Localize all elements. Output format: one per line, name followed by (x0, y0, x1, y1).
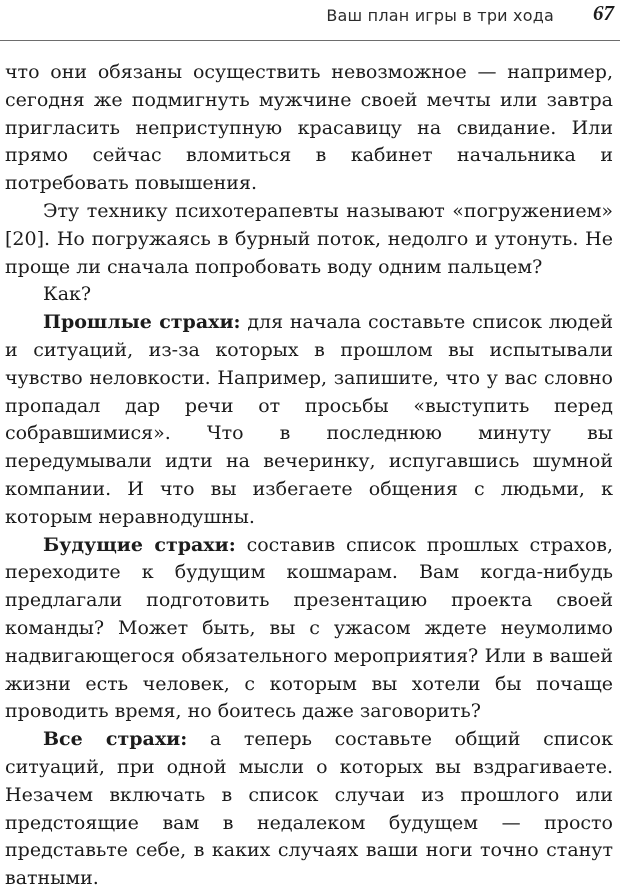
paragraph-immersion-technique (5, 198, 613, 281)
page-number: 67 (593, 1, 614, 25)
paragraph-text: что они обязаны осуществить невозможное — например, сегодня же подмигнуть мужчине своей мечты или завтра пригласить неприступную красавицу на свидание. Или прямо сейчас вломиться в кабинет начальника и потребовать повышения. (5, 61, 613, 195)
paragraph-how (5, 281, 613, 309)
paragraph-text: а теперь составьте общий список ситуаций, при одной мысли о которых вы вздрагиваете. Незачем включать в список случаи из прошлого или предстоящие вам в недалеком будущем — просто представьте себе, в каких случаях ваши ноги точно станут ватными. (5, 728, 613, 890)
paragraph-text: Эту технику психотерапевты называют «погружением» [20]. Но погружаясь в бурный поток, недолго и утонуть. Не проще ли сначала попробовать воду одним пальцем? (5, 199, 613, 278)
paragraph-text: Как? (43, 283, 92, 306)
paragraph-continuation (5, 59, 613, 198)
paragraph-text: для начала составьте список людей и ситуаций, из-за которых в прошлом вы испытывали чувство неловкости. Например, запишите, что у вас словно пропадал дар речи от просьбы «выступить перед собравшимися». Что в последнюю минуту вы передумывали идти на вечеринку, испугавшись шумной компании. И что вы избегаете общения с людьми, к которым неравнодушны. (5, 311, 613, 528)
paragraph-lead-heading: Все страхи: (43, 728, 188, 751)
running-title: Ваш план игры в три хода (326, 6, 554, 25)
paragraph-future-fears (5, 532, 613, 727)
paragraph-lead-heading: Прошлые страхи: (43, 311, 241, 334)
paragraph-past-fears (5, 309, 613, 531)
paragraph-text: составив список прошлых страхов, переходите к будущим кошмарам. Вам когда-нибудь предлагали подготовить презентацию проекта своей команды? Может быть, вы с ужасом ждете неумолимо надвигающегося обязательного мероприятия? Или в вашей жизни есть человек, с которым вы хотели бы почаще проводить время, но боитесь даже заговорить? (5, 533, 613, 723)
page-header (0, 0, 620, 41)
body-text (5, 59, 613, 893)
paragraph-lead-heading: Будущие страхи: (43, 533, 236, 556)
paragraph-all-fears (5, 726, 613, 893)
